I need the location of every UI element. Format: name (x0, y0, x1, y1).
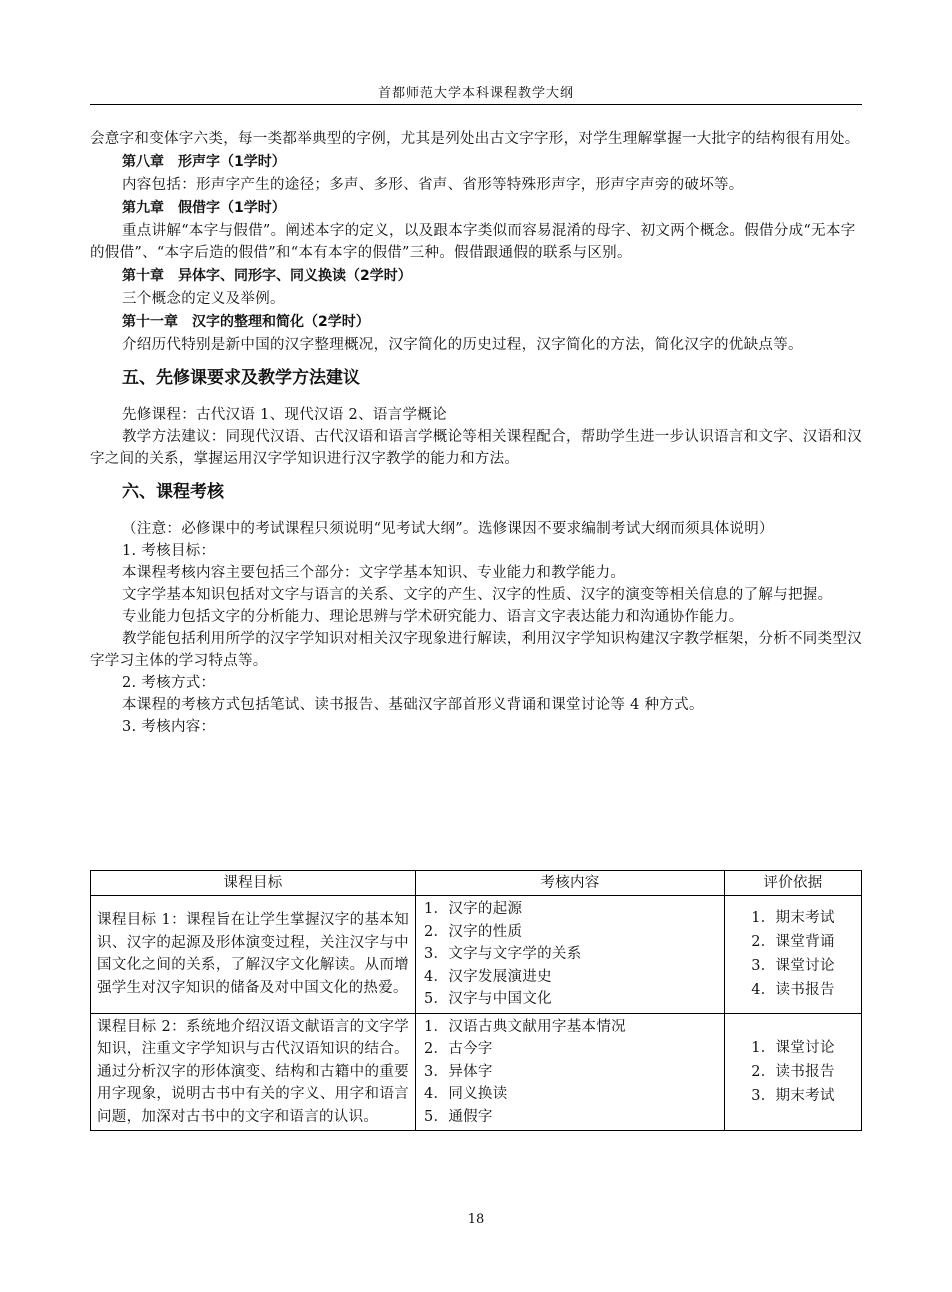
paragraph-continued: 会意字和变体字六类，每一类都举典型的字例，尤其是列处出古文字字形，对学生理解掌握一大批字的结构很有用处。 (90, 131, 860, 147)
goal-cell: 课程目标 1：课程旨在让学生掌握汉字的基本知识、汉字的起源及形体演变过程，关注汉字与中国文化之间的关系，了解汉字文化解读。从而增强学生对汉字知识的储备及对中国文化的热爱。 (91, 896, 416, 1014)
prerequisite-courses: 先修课程：古代汉语 1、现代汉语 2、语言学概论 (122, 407, 447, 423)
assessment-table (90, 870, 862, 1131)
chapter-8-title: 第八章 形声字（1学时） (122, 154, 286, 170)
chapter-9-title: 第九章 假借字（1学时） (122, 200, 286, 216)
chapter-10-text: 三个概念的定义及举例。 (122, 291, 285, 307)
content-cell (416, 896, 725, 1014)
content-item: 2．汉字的性质 (424, 923, 523, 940)
content-item: 1．汉字的起源 (424, 901, 523, 917)
content-item: 2．古今字 (424, 1041, 493, 1057)
table-row (91, 1013, 862, 1131)
column-header-content: 考核内容 (416, 871, 725, 896)
page-header: 首都师范大学本科课程教学大纲 (377, 86, 574, 101)
header-divider (90, 104, 862, 105)
basis-item: 3．课堂讨论 (751, 958, 835, 975)
basis-item: 3．期末考试 (751, 1087, 835, 1104)
basis-item: 2．课堂背诵 (751, 934, 835, 951)
content-item: 4．汉字发展演进史 (424, 968, 552, 985)
basis-cell (725, 896, 862, 1014)
table-row (91, 896, 862, 1014)
section-6-title: 六、课程考核 (122, 482, 224, 502)
basis-item: 2．读书报告 (751, 1063, 835, 1080)
table-header-row (91, 871, 862, 896)
chapter-11-title: 第十一章 汉字的整理和简化（2学时） (122, 314, 370, 330)
basis-item: 4．读书报告 (751, 982, 835, 999)
content-item: 5．汉字与中国文化 (424, 991, 552, 1007)
content-cell (416, 1013, 725, 1131)
assessment-method-heading: 2. 考核方式： (122, 675, 216, 691)
chapter-9-text: 重点讲解“本字与假借”。阐述本字的定义，以及跟本字类似而容易混淆的母字、初文两个概念。假借分成“无本字的假借”、“本字后造的假借”和“本有本字的假借”三种。假借跟通假的联系与区别。 (90, 223, 856, 261)
section-5-title: 五、先修课要求及教学方法建议 (122, 368, 360, 388)
basis-item: 1．期末考试 (751, 910, 835, 927)
assessment-goal-text-1: 本课程考核内容主要包括三个部分：文字学基本知识、专业能力和教学能力。 (122, 565, 626, 581)
content-item: 3．异体字 (424, 1063, 493, 1080)
goal-cell: 课程目标 2：系统地介绍汉语文献语言的文字学知识，注重文字学知识与古代汉语知识的结合。通过分析汉字的形体演变、结构和古籍中的重要用字现象，说明古书中有关的字义、用字和语言问题，加深对古书中的文字和语言的认识。 (91, 1013, 416, 1131)
page-number: 18 (467, 1212, 485, 1227)
basis-cell (725, 1013, 862, 1131)
column-header-basis: 评价依据 (725, 871, 862, 896)
chapter-10-title: 第十章 异体字、同形字、同义换读（2学时） (122, 268, 412, 284)
page-body (90, 128, 862, 738)
teaching-method-suggestion: 教学方法建议：同现代汉语、古代汉语和语言学概论等相关课程配合，帮助学生进一步认识语言和文字、汉语和汉字之间的关系，掌握运用汉字学知识进行汉字教学的能力和方法。 (90, 429, 862, 467)
column-header-goal: 课程目标 (91, 871, 416, 896)
chapter-11-text: 介绍历代特别是新中国的汉字整理概况，汉字简化的历史过程，汉字简化的方法，简化汉字的优缺点等。 (122, 337, 803, 353)
basis-item: 1．课堂讨论 (751, 1039, 835, 1056)
assessment-goal-text-4: 教学能包括利用所学的汉字学知识对相关汉字现象进行解读，利用汉字学知识构建汉字教学框架，分析不同类型汉字学习主体的学习特点等。 (90, 631, 862, 669)
content-item: 1．汉语古典文献用字基本情况 (424, 1018, 626, 1035)
chapter-8-text: 内容包括：形声字产生的途径；多声、多形、省声、省形等特殊形声字，形声字声旁的破坏等。 (122, 177, 744, 193)
content-item: 4．同义换读 (424, 1086, 508, 1102)
assessment-content-heading: 3. 考核内容： (122, 719, 216, 735)
assessment-goal-text-2: 文字学基本知识包括对文字与语言的关系、文字的产生、汉字的性质、汉字的演变等相关信息的了解与把握。 (122, 587, 833, 603)
assessment-note: （注意：必修课中的考试课程只须说明“见考试大纲”。选修课因不要求编制考试大纲而须具体说明） (122, 521, 774, 537)
assessment-method-text: 本课程的考核方式包括笔试、读书报告、基础汉字部首形义背诵和课堂讨论等 4 种方式。 (122, 697, 704, 713)
content-item: 3．文字与文字学的关系 (424, 946, 582, 962)
content-item: 5．通假字 (424, 1108, 493, 1125)
assessment-goal-heading: 1. 考核目标： (122, 543, 216, 559)
assessment-goal-text-3: 专业能力包括文字的分析能力、理论思辨与学术研究能力、语言文字表达能力和沟通协作能力。 (122, 609, 744, 625)
